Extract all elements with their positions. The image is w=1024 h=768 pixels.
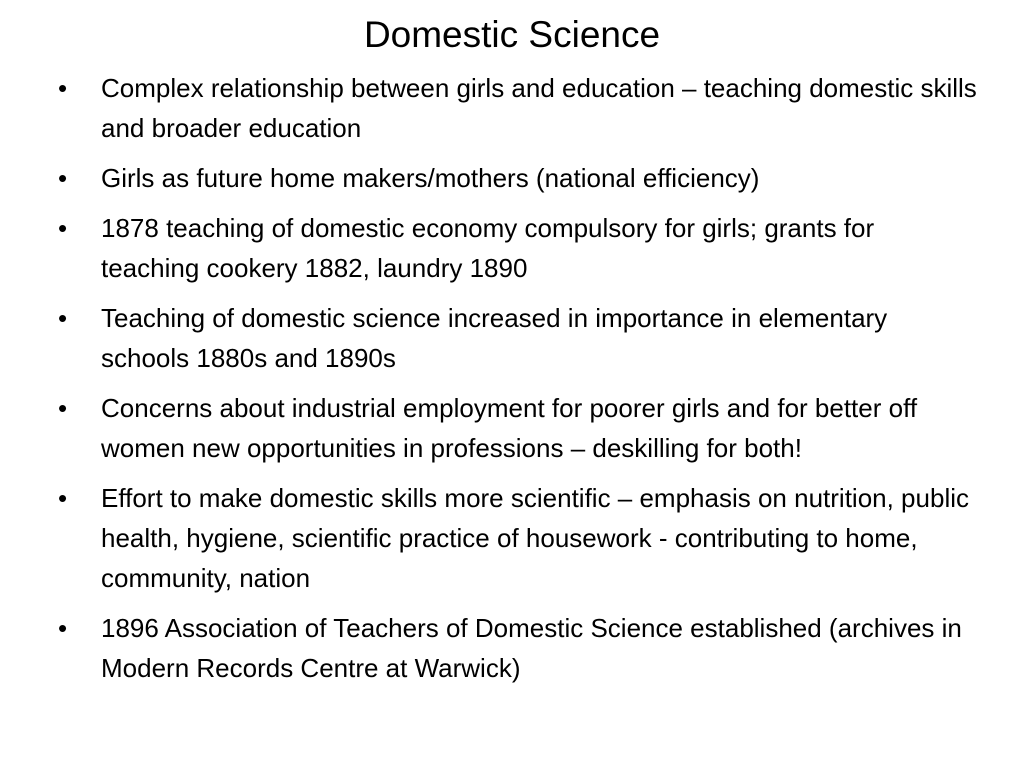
bullet-icon: • [58, 213, 68, 243]
bullet-icon: • [58, 163, 68, 193]
bullet-icon: • [58, 303, 68, 333]
bullet-text: Complex relationship between girls and education – teaching domestic skills and broader education [101, 73, 977, 143]
bullet-icon: • [58, 613, 68, 643]
bullet-text: 1896 Association of Teachers of Domestic Science established (archives in Modern Records Centre at Warwick) [101, 613, 962, 683]
bullet-item [58, 158, 978, 198]
bullet-item [58, 608, 978, 688]
bullet-icon: • [58, 483, 68, 513]
bullet-text: Girls as future home makers/mothers (national efficiency) [101, 163, 760, 193]
bullet-item [58, 68, 978, 148]
bullet-list [58, 68, 978, 698]
slide-title: Domestic Science [363, 14, 661, 55]
bullet-item [58, 208, 978, 288]
bullet-item [58, 298, 978, 378]
bullet-item [58, 388, 978, 468]
bullet-text: Effort to make domestic skills more scientific – emphasis on nutrition, public health, hygiene, scientific practice of housework - contributing to home, community, nation [101, 483, 969, 593]
bullet-text: Concerns about industrial employment for poorer girls and for better off women new opportunities in professions – deskilling for both! [101, 393, 918, 463]
bullet-text: 1878 teaching of domestic economy compulsory for girls; grants for teaching cookery 1882, laundry 1890 [101, 213, 875, 283]
bullet-item [58, 478, 978, 598]
bullet-icon: • [58, 393, 68, 423]
bullet-icon: • [58, 73, 68, 103]
bullet-text: Teaching of domestic science increased in importance in elementary schools 1880s and 1890s [101, 303, 888, 373]
